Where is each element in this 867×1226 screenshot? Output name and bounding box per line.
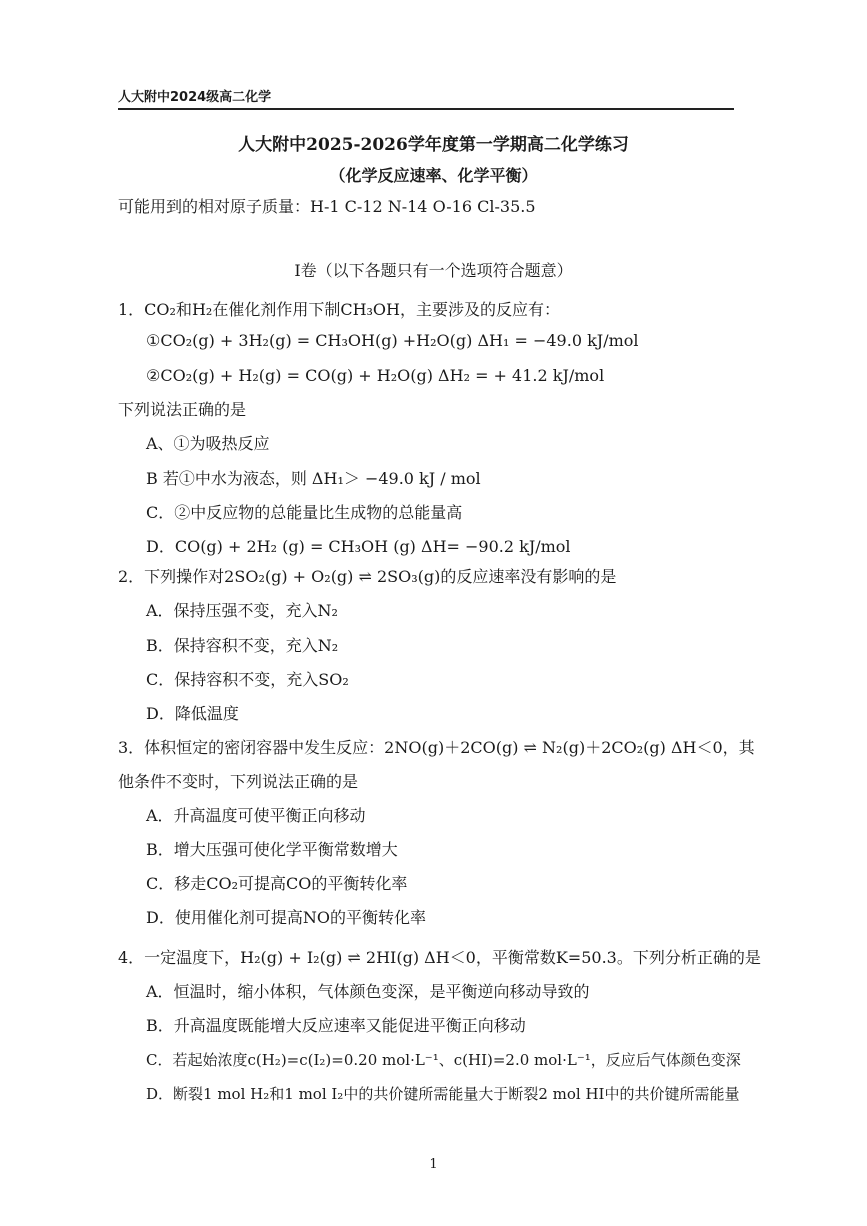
q4-option-d: D．断裂1 mol H₂和1 mol I₂中的共价键所需能量大于断裂2 mol HI中的共价键所需能量 — [146, 1085, 740, 1103]
section-heading: I卷（以下各题只有一个选项符合题意） — [294, 261, 573, 280]
q4-stem: 4．一定温度下，H₂(g) + I₂(g) ⇌ 2HI(g) ΔH＜0，平衡常数K=50.3。下列分析正确的是 — [118, 948, 761, 967]
q3-option-c: C．移走CO₂可提高CO的平衡转化率 — [146, 874, 408, 893]
q2-option-b: B．保持容积不变，充入N₂ — [146, 636, 339, 655]
q2-stem: 2．下列操作对2SO₂(g) + O₂(g) ⇌ 2SO₃(g)的反应速率没有影响的是 — [118, 567, 617, 586]
q3-stem-line2: 他条件不变时，下列说法正确的是 — [118, 772, 359, 791]
q3-option-b: B．增大压强可使化学平衡常数增大 — [146, 840, 398, 859]
q2-option-d: D．降低温度 — [146, 704, 239, 723]
exam-subtitle: （化学反应速率、化学平衡） — [329, 166, 538, 185]
q1-prompt: 下列说法正确的是 — [118, 400, 247, 419]
q3-option-a: A．升高温度可使平衡正向移动 — [146, 806, 366, 825]
page-header: 人大附中2024级高二化学 — [118, 86, 734, 110]
q2-option-c: C．保持容积不变，充入SO₂ — [146, 670, 349, 689]
q3-stem-line1: 3．体积恒定的密闭容器中发生反应：2NO(g)＋2CO(g) ⇌ N₂(g)＋2CO₂(g) ΔH＜0，其 — [118, 738, 755, 757]
atomic-masses: 可能用到的相对原子质量：H-1 C-12 N-14 O-16 Cl-35.5 — [118, 197, 536, 216]
q1-option-d: D．CO(g) + 2H₂ (g) = CH₃OH (g) ΔH= −90.2 kJ/mol — [146, 537, 571, 556]
q4-option-a: A．恒温时，缩小体积，气体颜色变深，是平衡逆向移动导致的 — [146, 982, 590, 1001]
exam-title: 人大附中2025-2026学年度第一学期高二化学练习 — [238, 135, 629, 155]
q3-option-d: D．使用催化剂可提高NO的平衡转化率 — [146, 908, 426, 927]
page-number: 1 — [429, 1157, 438, 1172]
q1-option-a: A、①为吸热反应 — [146, 434, 270, 453]
q4-option-b: B．升高温度既能增大反应速率又能促进平衡正向移动 — [146, 1016, 526, 1035]
q1-stem: 1．CO₂和H₂在催化剂作用下制CH₃OH，主要涉及的反应有： — [118, 300, 561, 319]
q1-reaction-2: ②CO₂(g) + H₂(g) = CO(g) + H₂O(g) ΔH₂ = + 41.2 kJ/mol — [146, 366, 605, 385]
q1-option-b: B 若①中水为液态，则 ΔH₁＞ −49.0 kJ / mol — [146, 469, 481, 488]
q1-reaction-1: ①CO₂(g) + 3H₂(g) = CH₃OH(g) +H₂O(g) ΔH₁ = −49.0 kJ/mol — [146, 331, 639, 350]
q4-option-c: C．若起始浓度c(H₂)=c(I₂)=0.20 mol·L⁻¹、c(HI)=2.0 mol·L⁻¹，反应后气体颜色变深 — [146, 1051, 741, 1069]
q1-option-c: C．②中反应物的总能量比生成物的总能量高 — [146, 503, 463, 522]
q2-option-a: A．保持压强不变，充入N₂ — [146, 601, 338, 620]
